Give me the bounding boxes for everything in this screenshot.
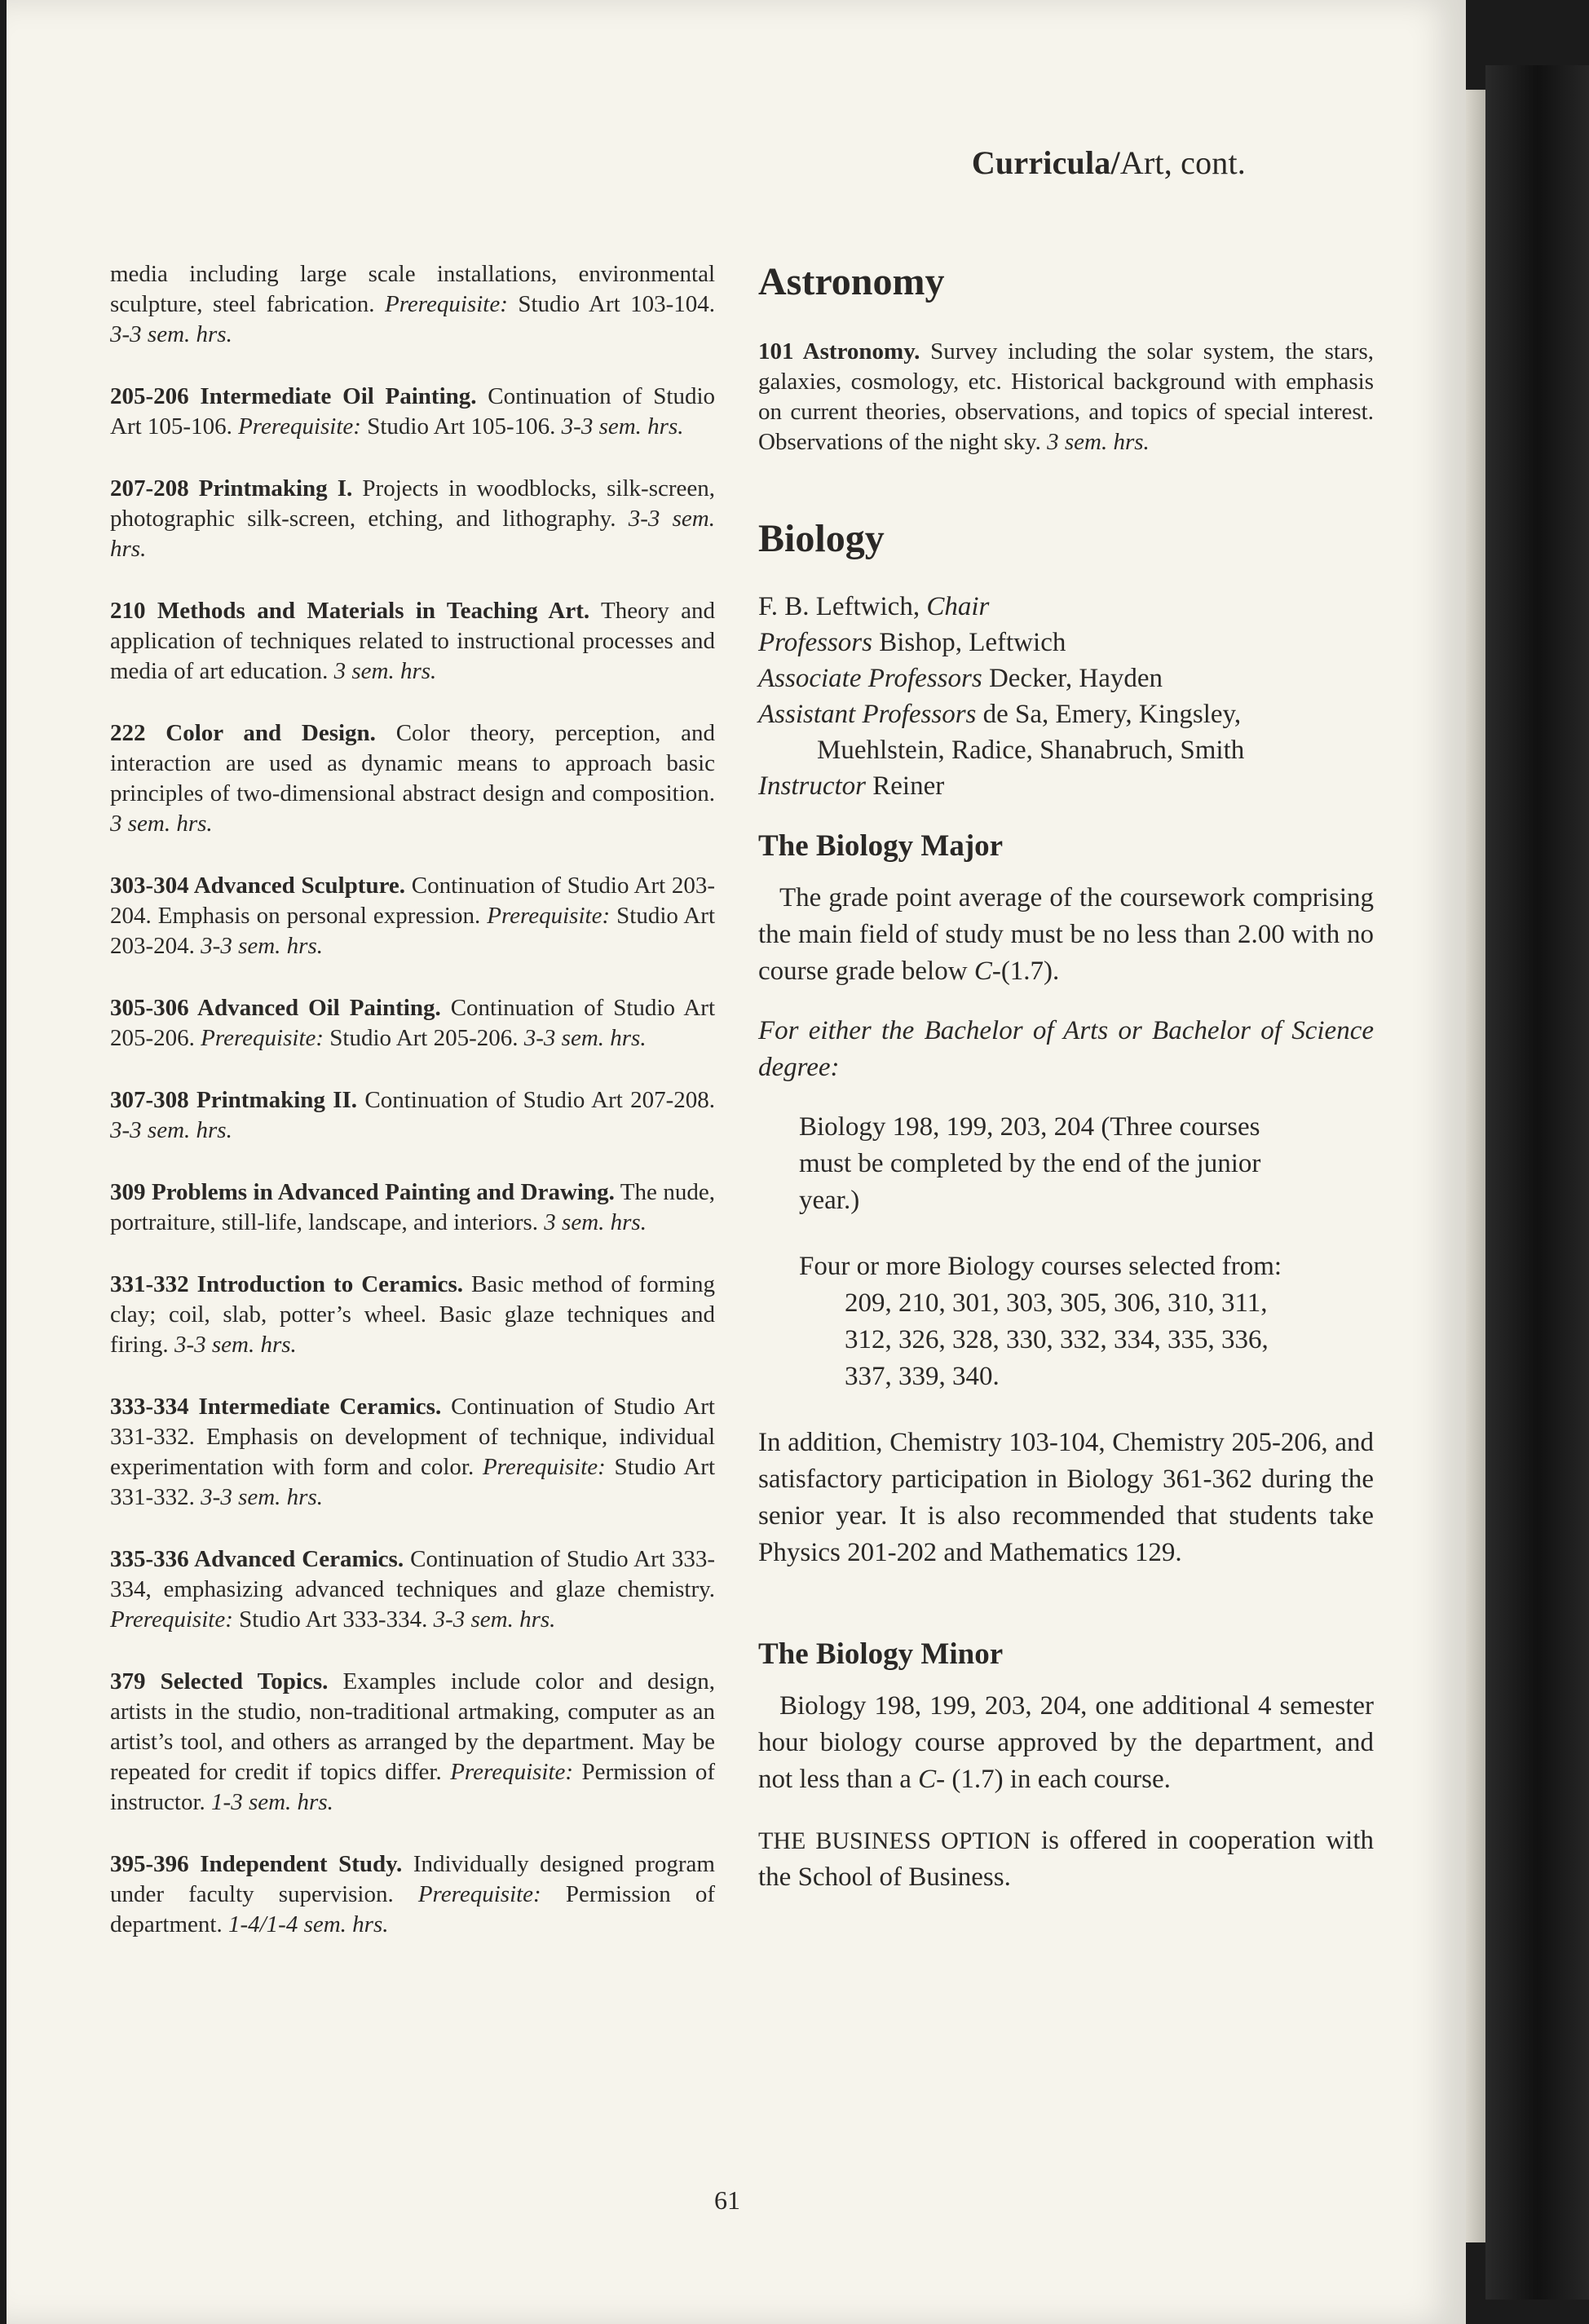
minor-grade: C- xyxy=(918,1765,946,1794)
astronomy-heading: Astronomy xyxy=(758,260,945,303)
course-title: 101 Astronomy. xyxy=(758,338,920,365)
course-title: 210 Methods and Materials in Teaching Art. xyxy=(110,598,590,624)
instructor-title: Instructor xyxy=(758,771,866,801)
course-hours: 3-3 sem. hrs. xyxy=(174,1332,297,1358)
course-entry xyxy=(110,474,715,564)
course-title: 395-396 Independent Study. xyxy=(110,1851,403,1877)
degree-line: For either the Bachelor of Arts or Bachelor of Science degree: xyxy=(758,1016,1374,1082)
requirement-electives-line: 209, 210, 301, 303, 305, 306, 310, 311, xyxy=(845,1288,1268,1318)
course-description: Continuation of Studio Art 331-332. Emphasis on development of technique, individual experimentation with form and color. xyxy=(110,1394,715,1480)
course-entry xyxy=(110,1667,715,1818)
course-entry xyxy=(110,1085,715,1146)
business-option-caps: THE BUSINESS OPTION xyxy=(758,1827,1031,1854)
left-column xyxy=(110,259,715,1972)
course-title: 379 Selected Topics. xyxy=(110,1668,329,1694)
course-prereq-label: Prerequisite: xyxy=(201,1025,324,1051)
course-entry xyxy=(110,259,715,350)
assistant-professors-names-continued: Muehlstein, Radice, Shanabruch, Smith xyxy=(817,736,1245,765)
course-entry xyxy=(110,993,715,1054)
course-prereq-label: Prerequisite: xyxy=(384,291,508,317)
running-head-subsection: Art, cont. xyxy=(1119,144,1246,181)
requirement-core-line: year.) xyxy=(799,1186,860,1215)
business-option-text: is offered in cooperation with the School of Business. xyxy=(758,1826,1374,1892)
course-description: Survey including the solar system, the stars, galaxies, cosmology, etc. Historical background with emphasis on current theories, observations, and topics of special interest. Observations of the night sky. xyxy=(758,338,1374,455)
course-entry xyxy=(110,1392,715,1513)
course-title: 331-332 Introduction to Ceramics. xyxy=(110,1271,463,1297)
course-hours: 3 sem. hrs. xyxy=(110,811,213,837)
associate-professors-names: Decker, Hayden xyxy=(988,664,1163,693)
course-title: 222 Color and Design. xyxy=(110,720,376,746)
course-hours: 3-3 sem. hrs. xyxy=(433,1606,556,1633)
course-entry xyxy=(110,718,715,839)
course-description: Examples include color and design, artists in the studio, non-traditional artmaking, computer as an artist’s tool, and others as arranged by the department. May be repeated for credit if topics differ. xyxy=(110,1668,715,1785)
course-description: Continuation of Studio Art 207-208. xyxy=(364,1087,715,1113)
course-prereq-label: Prerequisite: xyxy=(482,1454,606,1480)
course-title: 309 Problems in Advanced Painting and Drawing. xyxy=(110,1179,615,1205)
gpa-value: (1.7). xyxy=(1000,957,1060,986)
requirement-core-line: must be completed by the end of the junior xyxy=(799,1149,1261,1178)
book-cover-edge xyxy=(1485,65,1589,2300)
course-prereq: Studio Art 331-332. xyxy=(110,1454,716,1510)
biology-major-heading: The Biology Major xyxy=(758,829,1004,863)
major-gpa-paragraph xyxy=(758,880,1374,990)
faculty-associate-professors xyxy=(758,661,1374,696)
page-number: 61 xyxy=(714,2185,740,2215)
running-head xyxy=(972,144,1246,182)
course-title: 305-306 Advanced Oil Painting. xyxy=(110,995,441,1021)
course-title: 303-304 Advanced Sculpture. xyxy=(110,873,406,899)
course-title: 333-334 Intermediate Ceramics. xyxy=(110,1394,442,1420)
course-entry xyxy=(110,1544,715,1635)
requirement-electives-line: 312, 326, 328, 330, 332, 334, 335, 336, xyxy=(845,1325,1269,1354)
course-entry xyxy=(110,871,715,961)
faculty-list xyxy=(758,589,1374,804)
chair-name: F. B. Leftwich, xyxy=(758,592,920,621)
course-prereq: Studio Art 105-106. xyxy=(367,413,556,440)
requirement-electives-line: 337, 339, 340. xyxy=(845,1362,1000,1391)
course-hours: 1-3 sem. hrs. xyxy=(211,1789,333,1815)
course-entry xyxy=(110,1177,715,1238)
course-description: The nude, portraiture, still-life, landscape, and interiors. xyxy=(110,1179,715,1235)
course-prereq-label: Prerequisite: xyxy=(238,413,361,440)
faculty-assistant-professors xyxy=(758,696,1374,732)
course-prereq: Studio Art 103-104. xyxy=(518,291,716,317)
course-prereq-label: Prerequisite: xyxy=(417,1881,541,1907)
course-prereq: Studio Art 333-334. xyxy=(239,1606,428,1633)
course-entry xyxy=(110,1849,715,1940)
major-addition-paragraph: In addition, Chemistry 103-104, Chemistry 205-206, and satisfactory participation in Biology 361-362 during the senior year. It is also recommended that students take Physics 201-202 and Mathematics 129. xyxy=(758,1428,1374,1567)
course-prereq-label: Prerequisite: xyxy=(450,1759,574,1785)
faculty-chair xyxy=(758,589,1374,625)
minor-text-end: (1.7) in each course. xyxy=(951,1765,1171,1794)
course-description: Continuation of Studio Art 205-206. xyxy=(110,995,716,1051)
biology-minor-heading: The Biology Minor xyxy=(758,1637,1004,1671)
course-description: Continuation of Studio Art 333-334, emphasizing advanced techniques and glaze chemistry. xyxy=(110,1546,716,1602)
catalog-page xyxy=(7,0,1466,2324)
requirement-core xyxy=(799,1109,1374,1219)
course-hours: 1-4/1-4 sem. hrs. xyxy=(227,1911,389,1937)
course-description: Projects in woodblocks, silk-screen, photographic silk-screen, etching, and lithography. xyxy=(110,475,715,532)
requirement-electives xyxy=(799,1248,1374,1395)
course-description: Continuation of Studio Art 203-204. Emphasis on personal expression. xyxy=(110,873,716,929)
course-hours: 3-3 sem. hrs. xyxy=(110,506,715,562)
page-edge xyxy=(1466,90,1485,2242)
course-hours: 3-3 sem. hrs. xyxy=(201,1484,324,1510)
course-description: Individually designed program under faculty supervision. xyxy=(110,1851,715,1907)
right-column xyxy=(758,259,1374,1907)
minor-paragraph xyxy=(758,1688,1374,1798)
business-option-paragraph xyxy=(758,1823,1374,1896)
faculty-professors xyxy=(758,625,1374,661)
course-hours: 3-3 sem. hrs. xyxy=(523,1025,647,1051)
course-prereq: Studio Art 203-204. xyxy=(110,903,716,959)
course-entry xyxy=(110,382,715,442)
course-hours: 3 sem. hrs. xyxy=(1047,429,1150,455)
instructor-names: Reiner xyxy=(872,771,945,801)
course-description: Basic method of forming clay; coil, slab, potter’s wheel. Basic glaze techniques and firing. xyxy=(110,1271,715,1358)
gpa-grade: C- xyxy=(973,957,1001,986)
course-hours: 3-3 sem. hrs. xyxy=(110,1117,232,1143)
faculty-instructor xyxy=(758,768,1374,804)
biology-heading: Biology xyxy=(758,517,885,560)
requirement-electives-line: Four or more Biology courses selected from: xyxy=(799,1252,1282,1281)
requirement-core-line: Biology 198, 199, 203, 204 (Three courses xyxy=(799,1112,1260,1142)
minor-text: Biology 198, 199, 203, 204, one additional 4 semester hour biology course approved by the department, and not less than a xyxy=(758,1691,1374,1794)
associate-professors-title: Associate Professors xyxy=(758,664,982,693)
chair-title: Chair xyxy=(926,592,990,621)
course-prereq: Permission of department. xyxy=(110,1881,715,1937)
course-prereq-label: Prerequisite: xyxy=(487,903,611,929)
professors-names: Bishop, Leftwich xyxy=(879,628,1066,657)
course-description: media including large scale installations, environmental sculpture, steel fabrication. xyxy=(110,261,715,317)
professors-title: Professors xyxy=(758,628,872,657)
course-description: Theory and application of techniques related to instructional processes and media of art education. xyxy=(110,598,715,684)
assistant-professors-names: de Sa, Emery, Kingsley, xyxy=(982,700,1242,729)
course-title: 205-206 Intermediate Oil Painting. xyxy=(110,383,477,409)
course-hours: 3 sem. hrs. xyxy=(333,658,437,684)
assistant-professors-title: Assistant Professors xyxy=(758,700,977,729)
course-title: 335-336 Advanced Ceramics. xyxy=(110,1546,404,1572)
course-title: 207-208 Printmaking I. xyxy=(110,475,353,501)
course-title: 307-308 Printmaking II. xyxy=(110,1087,358,1113)
course-description: Color theory, perception, and interaction are used as dynamic means to approach basic principles of two-dimensional abstract design and composition. xyxy=(110,720,716,806)
course-hours: 3-3 sem. hrs. xyxy=(110,321,232,347)
gpa-text: The grade point average of the coursework comprising the main field of study must be no less than 2.00 with no course grade below xyxy=(758,883,1374,986)
course-hours: 3-3 sem. hrs. xyxy=(201,933,324,959)
course-hours: 3-3 sem. hrs. xyxy=(561,413,684,440)
course-entry xyxy=(110,1270,715,1360)
course-prereq-label: Prerequisite: xyxy=(110,1606,233,1633)
course-prereq: Permission of instructor. xyxy=(110,1759,716,1815)
course-description: Continuation of Studio Art 105-106. xyxy=(110,383,715,440)
course-hours: 3 sem. hrs. xyxy=(544,1209,647,1235)
course-prereq: Studio Art 205-206. xyxy=(329,1025,519,1051)
running-head-section: Curricula/ xyxy=(971,144,1120,181)
astronomy-course-entry xyxy=(758,337,1374,457)
course-entry xyxy=(110,596,715,687)
